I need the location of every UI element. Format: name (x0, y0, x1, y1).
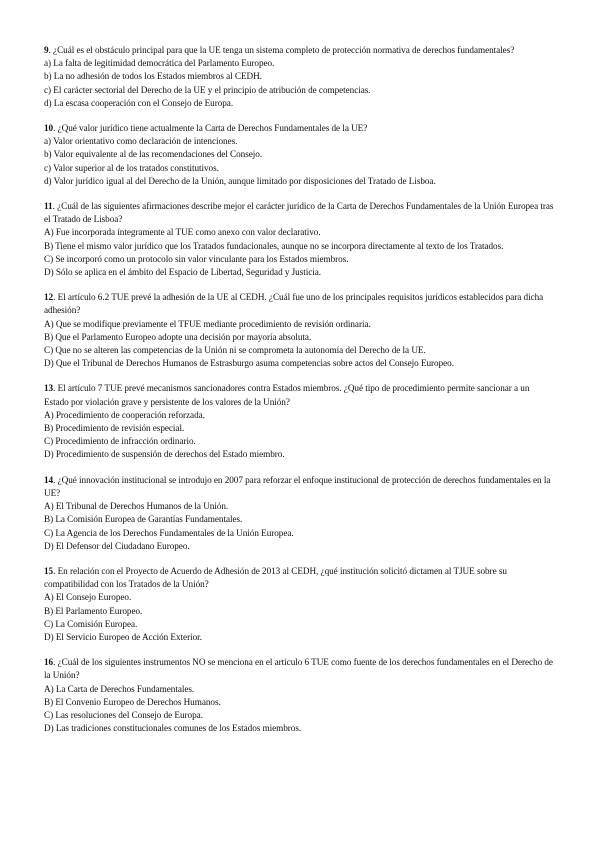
question-block (44, 200, 556, 279)
answer-option: b) La no adhesión de todos los Estados miembros al CEDH. (44, 71, 262, 82)
answer-options (44, 57, 556, 110)
question-list (44, 44, 556, 735)
question-text (44, 474, 556, 500)
question-block (44, 122, 556, 188)
question-number: 11 (44, 201, 53, 212)
question-statement: . ¿Cuál de las siguientes afirmaciones describe mejor el carácter jurídico de la Carta de Derechos Fundamentales de la Unión Europea tras el Tratado de Lisboa? (44, 201, 554, 225)
answer-option: D) El Servicio Europeo de Acción Exterior. (44, 631, 202, 642)
answer-option: D) Que el Tribunal de Derechos Humanos de Estrasburgo asuma competencias sobre actos del Consejo Europeo. (44, 358, 454, 369)
question-text (44, 200, 556, 226)
question-block (44, 656, 556, 735)
answer-options (44, 591, 556, 644)
answer-option: A) El Tribunal de Derechos Humanos de la Unión. (44, 501, 229, 512)
answer-options (44, 135, 556, 188)
answer-option: A) Fue incorporada íntegramente al TUE como anexo con valor declarativo. (44, 227, 321, 238)
answer-option: d) La escasa cooperación con el Consejo de Europa. (44, 97, 234, 108)
question-number: 12 (44, 292, 54, 303)
answer-option: a) La falta de legitimidad democrática del Parlamento Europeo. (44, 58, 275, 69)
answer-options (44, 226, 556, 279)
answer-option: B) El Parlamento Europeo. (44, 605, 143, 616)
question-block (44, 382, 556, 461)
answer-options (44, 683, 556, 736)
question-text (44, 122, 556, 135)
question-text (44, 565, 556, 591)
answer-options (44, 409, 556, 462)
answer-option: d) Valor jurídico igual al del Derecho de la Unión, aunque limitado por disposiciones del Tratado de Lisboa. (44, 175, 436, 186)
question-statement: . El artículo 7 TUE prevé mecanismos sancionadores contra Estados miembros. ¿Qué tipo de procedimiento permite sancionar a un Estado por violación grave y persistente de los valores de la Unión? (44, 383, 530, 407)
question-statement: . En relación con el Proyecto de Acuerdo de Adhesión de 2013 al CEDH, ¿qué institución solicitó dictamen al TJUE sobre su compatibilidad con los Tratados de la Unión? (44, 565, 507, 590)
question-number: 10 (44, 123, 54, 134)
question-text (44, 656, 556, 682)
question-statement: . ¿Qué innovación institucional se introdujo en 2007 para reforzar el enfoque institucional de protección de derechos fundamentales en la UE? (44, 474, 551, 498)
question-number: 9 (44, 45, 49, 55)
answer-option: A) Que se modifique previamente el TFUE mediante procedimiento de revisión ordinaria. (44, 318, 371, 329)
question-statement: . ¿Cuál es el obstáculo principal para que la UE tenga un sistema completo de protección normativa de derechos fundamentales? (48, 45, 515, 55)
answer-option: B) El Convenio Europeo de Derechos Humanos. (44, 696, 221, 707)
answer-option: C) La Agencia de los Derechos Fundamentales de la Unión Europea. (44, 527, 294, 538)
question-number: 14 (44, 474, 54, 485)
question-number: 16 (44, 657, 54, 668)
answer-option: C) Se incorporó como un protocolo sin valor vinculante para los Estados miembros. (44, 253, 349, 264)
question-number: 13 (44, 383, 54, 394)
answer-option: c) Valor superior al de los tratados constitutivos. (44, 162, 219, 173)
answer-option: D) El Defensor del Ciudadano Europeo. (44, 540, 190, 551)
answer-option: D) Sólo se aplica en el ámbito del Espacio de Libertad, Seguridad y Justicia. (44, 267, 322, 278)
answer-option: C) Procedimiento de infracción ordinario. (44, 436, 196, 447)
answer-option: B) La Comisión Europea de Garantías Fundamentales. (44, 514, 243, 525)
answer-option: A) La Carta de Derechos Fundamentales. (44, 683, 195, 694)
answer-option: D) Las tradiciones constitucionales comunes de los Estados miembros. (44, 723, 302, 734)
answer-option: D) Procedimiento de suspensión de derechos del Estado miembro. (44, 449, 285, 460)
question-statement: . ¿Qué valor jurídico tiene actualmente la Carta de Derechos Fundamentales de la UE? (53, 123, 368, 134)
question-block (44, 291, 556, 370)
question-number: 15 (44, 565, 54, 576)
question-text (44, 291, 556, 317)
question-block (44, 565, 556, 644)
answer-option: c) El carácter sectorial del Derecho de la UE y el principio de atribución de competencias. (44, 84, 371, 95)
answer-option: B) Tiene el mismo valor jurídico que los Tratados fundacionales, aunque no se incorpora directamente al texto de los Tratados. (44, 240, 504, 251)
answer-option: a) Valor orientativo como declaración de intenciones. (44, 136, 238, 147)
question-statement: . El artículo 6.2 TUE prevé la adhesión de la UE al CEDH. ¿Cuál fue uno de los principales requisitos jurídicos establecidos para dicha adhesión? (44, 292, 544, 316)
question-statement: . ¿Cuál de los siguientes instrumentos NO se menciona en el artículo 6 TUE como fuente de los derechos fundamentales en el Derecho de la Unión? (44, 657, 553, 681)
answer-option: A) Procedimiento de cooperación reforzada. (44, 409, 205, 420)
answer-option: B) Que el Parlamento Europeo adopte una decisión por mayoría absoluta. (44, 331, 312, 342)
question-text (44, 44, 556, 57)
answer-option: C) Que no se alteren las competencias de la Unión ni se comprometa la autonomía del Derecho de la UE. (44, 345, 426, 356)
answer-option: C) La Comisión Europea. (44, 618, 138, 629)
question-text (44, 382, 556, 408)
question-block (44, 474, 556, 553)
answer-option: B) Procedimiento de revisión especial. (44, 423, 185, 434)
answer-option: b) Valor equivalente al de las recomendaciones del Consejo. (44, 149, 263, 160)
answer-options (44, 500, 556, 553)
answer-option: C) Las resoluciones del Consejo de Europa. (44, 709, 203, 720)
answer-options (44, 318, 556, 371)
answer-option: A) El Consejo Europeo. (44, 592, 132, 603)
question-block (44, 44, 556, 110)
